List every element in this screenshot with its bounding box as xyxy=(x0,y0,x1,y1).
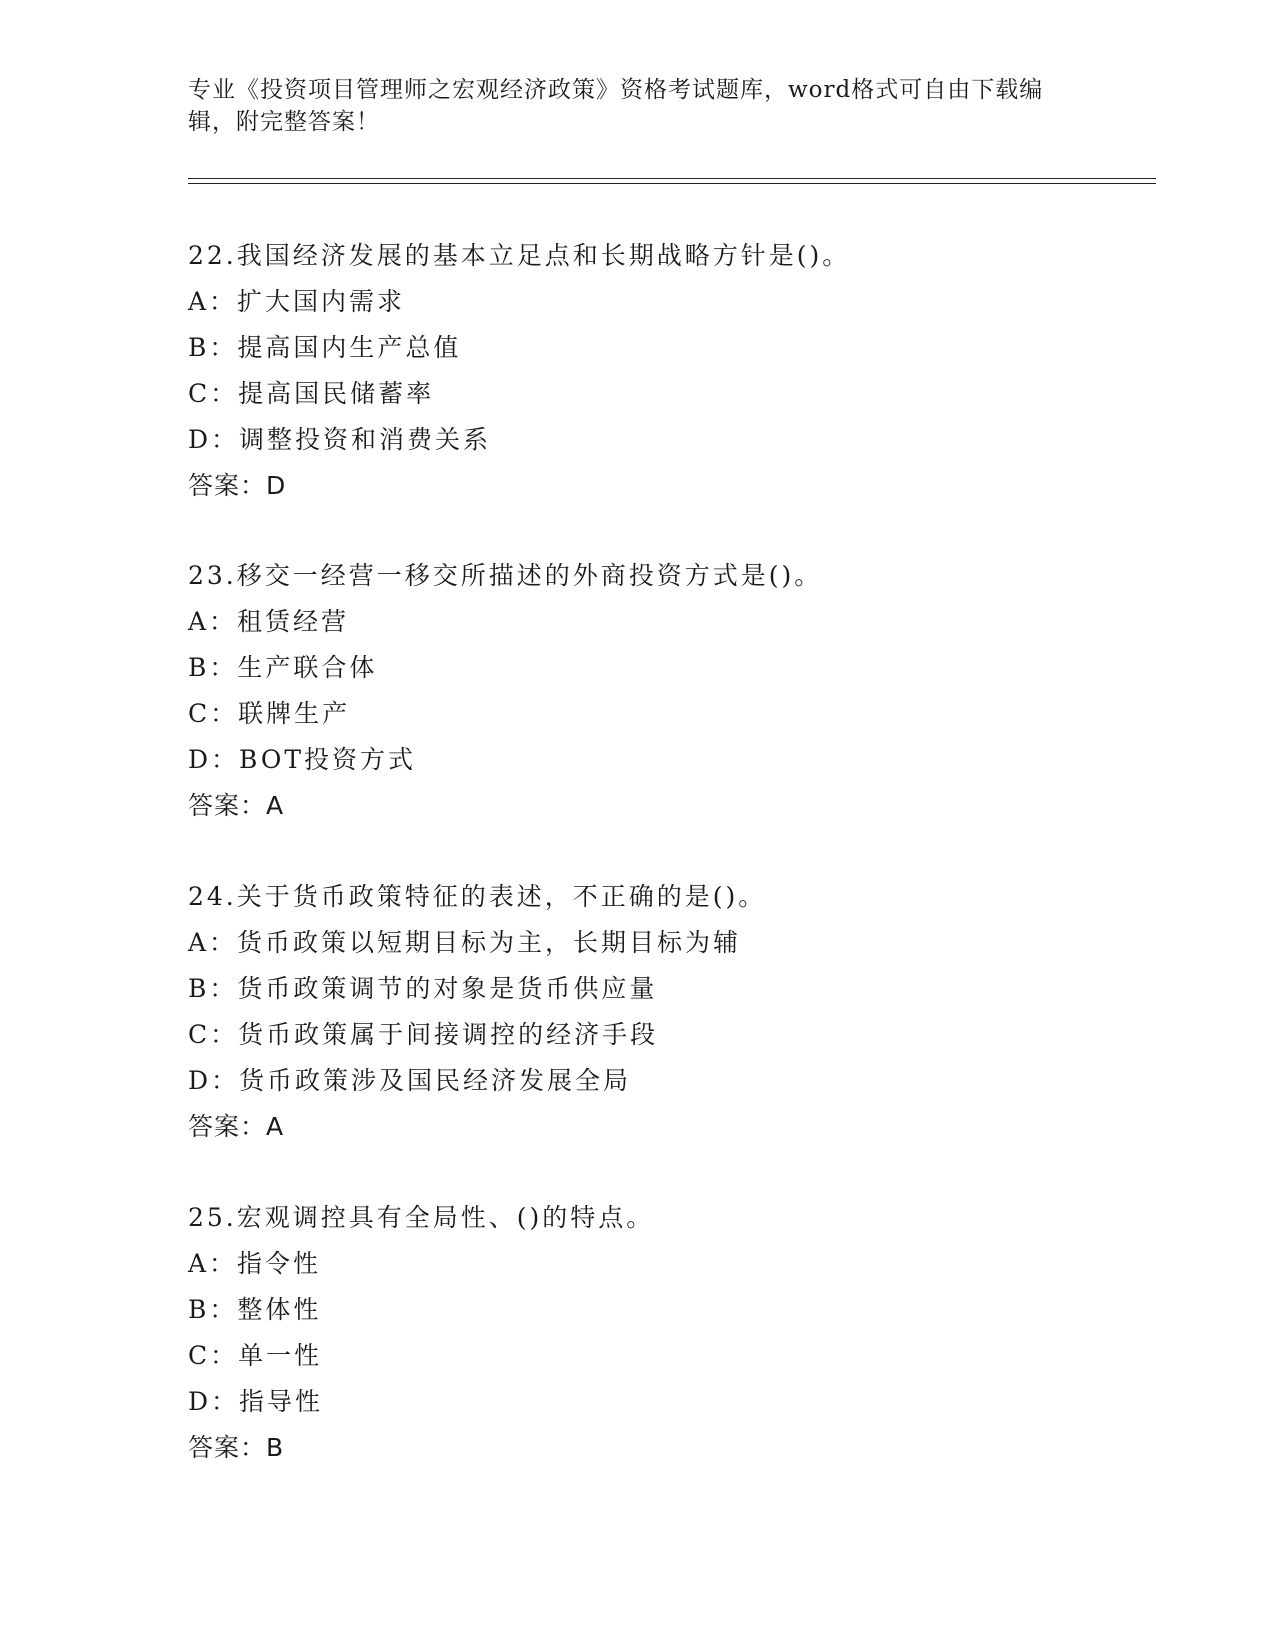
option-b: B：生产联合体 xyxy=(188,653,378,682)
option-d: D：BOT投资方式 xyxy=(188,745,417,774)
question-25 xyxy=(188,1195,1148,1471)
answer-line: 答案：B xyxy=(188,1433,285,1462)
option-a: A：租赁经营 xyxy=(188,607,350,636)
option-d: D：指导性 xyxy=(188,1387,324,1416)
option-c: C：货币政策属于间接调控的经济手段 xyxy=(188,1020,659,1049)
option-b: B：整体性 xyxy=(188,1295,322,1324)
question-stem: 23.移交一经营一移交所描述的外商投资方式是()。 xyxy=(188,561,823,590)
option-b: B：提高国内生产总值 xyxy=(188,333,462,362)
option-c: C：联牌生产 xyxy=(188,699,351,728)
option-a: A：指令性 xyxy=(188,1249,322,1278)
option-a: A：货币政策以短期目标为主，长期目标为辅 xyxy=(188,928,742,957)
question-22 xyxy=(188,233,1148,509)
document-header xyxy=(188,74,1068,138)
option-a: A：扩大国内需求 xyxy=(188,287,406,316)
question-23 xyxy=(188,553,1148,829)
question-stem: 22.我国经济发展的基本立足点和长期战略方针是()。 xyxy=(188,241,851,270)
option-d: D：调整投资和消费关系 xyxy=(188,425,492,454)
answer-line: 答案：A xyxy=(188,791,285,820)
question-stem: 24.关于货币政策特征的表述，不正确的是()。 xyxy=(188,882,767,911)
question-stem: 25.宏观调控具有全局性、()的特点。 xyxy=(188,1203,655,1232)
header-divider-top xyxy=(188,178,1156,179)
answer-line: 答案：D xyxy=(188,471,287,500)
option-c: C：提高国民储蓄率 xyxy=(188,379,435,408)
option-c: C：单一性 xyxy=(188,1341,323,1370)
header-line-1: 专业《投资项目管理师之宏观经济政策》资格考试题库，word格式可自由下载编 xyxy=(188,77,1044,103)
header-divider-bottom xyxy=(188,183,1156,184)
answer-line: 答案：A xyxy=(188,1112,285,1141)
option-b: B：货币政策调节的对象是货币供应量 xyxy=(188,974,658,1003)
header-line-2: 辑，附完整答案！ xyxy=(188,109,380,135)
question-24 xyxy=(188,874,1148,1150)
option-d: D：货币政策涉及国民经济发展全局 xyxy=(188,1066,632,1095)
